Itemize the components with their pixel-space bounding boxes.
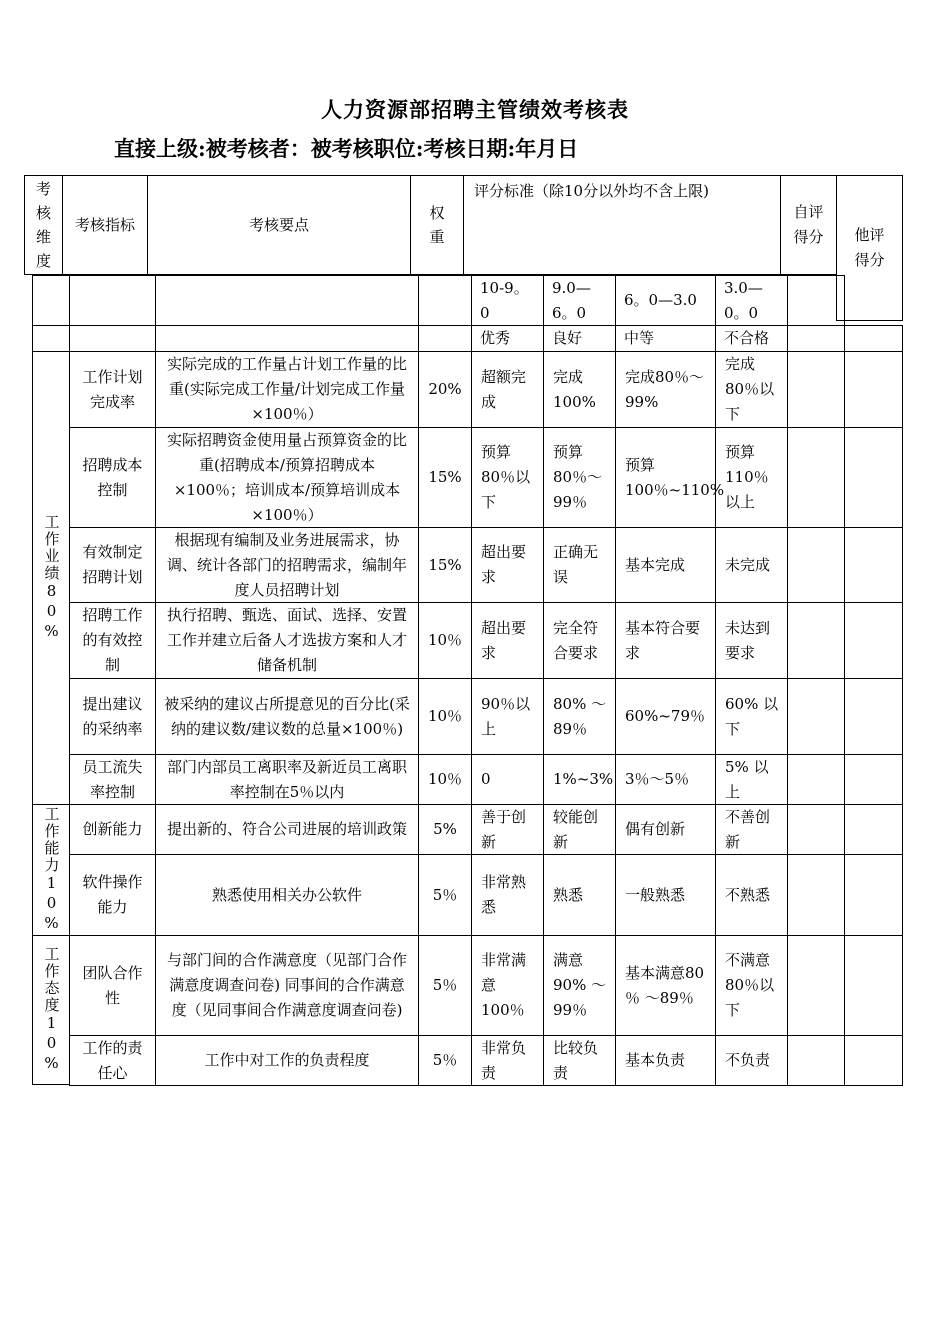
header-weight-label: 权重 [429,204,445,246]
criteria-excellent-cell-text: 超额完成 [481,367,527,411]
criteria-medium-cell-text: 基本完成 [625,555,686,574]
self-score-cell [787,804,845,855]
criteria-fail-cell-text: 完成80％以下 [725,355,775,423]
criteria-fail-cell-text: 未完成 [725,555,771,574]
criteria-good-cell [543,527,616,603]
key-points-cell-text: 根据现有编制及业务进展需求，协调、统计各部门的招聘需求，编制年度人员招聘计划 [166,530,407,599]
header-key-points-label: 考核要点 [248,215,309,234]
range-blank-3 [155,275,419,326]
score-range-fail [715,275,788,326]
weight-cell-text: 15% [428,555,462,574]
criteria-good-cell-text: 1%~3% [553,770,614,788]
criteria-fail-cell-text: 未达到要求 [725,618,771,662]
criteria-excellent-cell [471,678,544,755]
other-score-cell [844,854,903,936]
criteria-fail-cell [715,427,788,528]
indicator-cell-text: 工作的责任心 [82,1038,143,1082]
criteria-medium-cell-text: 基本满意80 ％ ～89％ [625,963,705,1007]
criteria-good-cell [543,754,616,805]
criteria-medium-cell-text: 3％～5％ [625,770,690,788]
score-range-good [543,275,616,326]
criteria-medium-cell [615,678,716,755]
indicator-cell-text: 提出建议的采纳率 [82,694,143,738]
other-score-cell [844,427,903,528]
header-other-score [836,175,903,321]
criteria-good-cell-text: 正确无误 [553,543,599,586]
dimension-performance [32,351,70,805]
header-key-points [147,175,411,275]
weight-cell [418,1035,472,1086]
key-points-cell [155,351,419,428]
criteria-medium-cell [615,854,716,936]
indicator-cell [69,935,156,1036]
criteria-medium-cell-text: 基本负责 [625,1051,686,1069]
criteria-excellent-cell-text: 90％以上 [481,694,531,738]
header-criteria [463,175,781,275]
criteria-good-cell-text: 预算80％～99％ [553,443,603,511]
criteria-good-cell-text: 较能创新 [553,807,599,851]
criteria-fail-cell [715,527,788,603]
header-weight [410,175,464,275]
header-self-score [780,175,837,275]
other-score-cell [844,804,903,855]
weight-cell-text: 20% [428,380,462,398]
indicator-cell-text: 工作计划完成率 [82,367,143,411]
criteria-good-cell-text: 熟悉 [553,885,584,904]
key-points-cell-text: 部门内部员工离职率及新近员工离职率控制在5％以内 [166,757,407,801]
other-score-cell [844,754,903,805]
weight-cell-text: 5% [433,820,457,838]
score-range-medium [615,275,716,326]
grade-medium-label: 中等 [624,329,655,347]
criteria-excellent-cell-text: 超出要求 [481,543,527,586]
grade-excellent-label: 优秀 [480,329,511,347]
criteria-medium-cell [615,602,716,679]
criteria-good-cell-text: 满意90% ～99％ [553,951,607,1019]
weight-cell [418,527,472,603]
criteria-medium-cell-text: 预算100％~110% [625,455,725,499]
grade-self-blank [787,325,845,352]
score-range-good-label: 9.0—6。0 [552,278,591,322]
weight-cell [418,754,472,805]
weight-cell [418,427,472,528]
range-blank-2 [69,275,156,326]
document-title: 人力资源部招聘主管绩效考核表 [321,97,629,122]
criteria-fail-cell [715,351,788,428]
criteria-excellent-cell-text: 超出要求 [481,618,527,662]
other-score-cell [844,527,903,603]
criteria-excellent-cell-text: 善于创新 [481,807,527,851]
weight-cell-text: 10％ [427,770,463,788]
criteria-good-cell-text: 比较负责 [553,1038,599,1082]
criteria-excellent-cell-text: 非常负责 [481,1038,527,1082]
criteria-fail-cell-text: 60% 以下 [725,694,779,738]
criteria-medium-cell-text: 60%~79％ [625,707,705,725]
weight-cell-text: 10％ [427,631,463,649]
self-score-cell [787,527,845,603]
criteria-good-cell [543,351,616,428]
key-points-cell [155,678,419,755]
indicator-cell [69,427,156,528]
range-self-blank [787,275,845,326]
key-points-cell-text: 提出新的、符合公司进展的培训政策 [166,820,407,838]
key-points-cell-text: 执行招聘、甄选、面试、选择、安置工作并建立后备人才选拔方案和人才储备机制 [166,606,407,674]
indicator-cell-text: 创新能力 [82,820,143,838]
criteria-good-cell [543,427,616,528]
criteria-medium-cell [615,935,716,1036]
indicator-cell [69,351,156,428]
grade-fail [715,325,788,352]
indicator-cell-text: 软件操作能力 [82,873,143,916]
criteria-fail-cell-text: 不熟悉 [725,885,771,904]
indicator-cell [69,602,156,679]
self-score-cell [787,1035,845,1086]
criteria-excellent-cell-text: 预算80％以下 [481,443,531,511]
criteria-excellent-cell [471,351,544,428]
indicator-cell [69,678,156,755]
criteria-medium-cell [615,804,716,855]
dimension-ability-label: 工作能力10% [42,806,61,934]
indicator-cell-text: 有效制定招聘计划 [82,543,143,586]
score-range-excellent-label: 10-9。0 [480,278,529,322]
weight-cell [418,678,472,755]
weight-cell [418,351,472,428]
weight-cell-text: 5％ [432,1051,458,1069]
criteria-medium-cell-text: 基本符合要求 [625,618,701,662]
key-points-cell [155,602,419,679]
criteria-fail-cell [715,854,788,936]
score-range-medium-label: 6。0—3.0 [624,291,697,309]
score-range-excellent [471,275,544,326]
criteria-fail-cell [715,678,788,755]
criteria-fail-cell-text: 预算110％以上 [725,443,769,511]
other-score-cell [844,602,903,679]
grade-blank-1 [32,325,70,352]
criteria-excellent-cell-text: 非常熟悉 [481,873,527,916]
criteria-fail-cell [715,935,788,1036]
score-range-fail-label: 3.0—0。0 [724,278,763,322]
dimension-attitude [32,935,70,1085]
criteria-excellent-cell [471,935,544,1036]
criteria-medium-cell-text: 完成80％～99% [625,367,705,411]
document-subtitle: 直接上级:被考核者：被考核职位:考核日期:年月日 [114,136,579,161]
header-self-score-label: 自评得分 [793,203,824,246]
criteria-excellent-cell [471,602,544,679]
indicator-cell-text: 团队合作性 [82,963,143,1007]
criteria-good-cell [543,1035,616,1086]
key-points-cell [155,804,419,855]
range-blank-4 [418,275,472,326]
criteria-fail-cell [715,1035,788,1086]
criteria-medium-cell-text: 偶有创新 [625,820,686,838]
header-dimension-label: 考核维度 [35,180,51,270]
criteria-good-cell-text: 完成100% [553,367,596,411]
criteria-good-cell-text: 完全符合要求 [553,618,599,662]
header-criteria-label: 评分标准（除10分以外均不含上限) [474,182,709,200]
criteria-excellent-cell [471,754,544,805]
criteria-good-cell [543,678,616,755]
grade-good-label: 良好 [552,329,583,347]
self-score-cell [787,754,845,805]
range-blank-1 [32,275,70,326]
header-dimension [24,175,63,275]
weight-cell [418,804,472,855]
self-score-cell [787,854,845,936]
indicator-cell [69,804,156,855]
criteria-medium-cell [615,427,725,528]
weight-cell-text: 5％ [432,976,458,994]
weight-cell-text: 15% [428,468,462,486]
criteria-excellent-cell [471,854,544,936]
weight-cell [418,935,472,1036]
criteria-medium-cell [615,1035,716,1086]
key-points-cell-text: 被采纳的建议占所提意见的百分比(采纳的建议数/建议数的总量×100％) [164,694,410,738]
criteria-good-cell [543,935,616,1036]
grade-fail-label: 不合格 [724,329,770,347]
criteria-good-cell [543,854,616,936]
other-score-cell [844,351,903,428]
criteria-good-cell [543,602,616,679]
criteria-good-cell-text: 80% ～89％ [553,694,607,738]
indicator-cell [69,754,156,805]
other-score-cell [844,935,903,1036]
key-points-cell-text: 实际完成的工作量占计划工作量的比重(实际完成工作量/计划完成工作量×100％） [166,355,407,423]
header-indicator [62,175,148,275]
grade-other-blank [844,325,903,352]
criteria-fail-cell [715,804,788,855]
weight-cell [418,602,472,679]
grade-blank-3 [155,325,419,352]
criteria-fail-cell [715,754,788,805]
key-points-cell [155,1035,419,1086]
criteria-fail-cell-text: 不满意80％以下 [725,951,775,1019]
dimension-performance-label: 工作业绩80% [42,514,61,642]
criteria-excellent-cell [471,804,544,855]
indicator-cell-text: 员工流失率控制 [82,757,143,801]
key-points-cell [155,754,419,805]
criteria-fail-cell-text: 不善创新 [725,807,771,851]
grade-blank-2 [69,325,156,352]
criteria-fail-cell [715,602,788,679]
key-points-cell [155,427,419,528]
indicator-cell [69,1035,156,1086]
weight-cell-text: 10％ [427,707,463,725]
grade-excellent [471,325,544,352]
indicator-cell-text: 招聘成本控制 [82,455,143,499]
criteria-excellent-cell [471,1035,544,1086]
self-score-cell [787,427,845,528]
indicator-cell-text: 招聘工作的有效控制 [82,606,143,674]
self-score-cell [787,678,845,755]
criteria-excellent-cell-text: 0 [481,770,491,788]
weight-cell-text: 5％ [432,885,458,904]
other-score-cell [844,1035,903,1086]
header-other-score-label: 他评得分 [854,226,885,269]
criteria-medium-cell [615,754,716,805]
indicator-cell [69,527,156,603]
key-points-cell-text: 熟悉使用相关办公软件 [211,885,362,904]
key-points-cell-text: 与部门间的合作满意度（见部门合作满意度调查问卷) 同事间的合作满意度（见同事间合作满意度调查问卷) [166,951,407,1019]
dimension-attitude-label: 工作态度10% [42,946,61,1074]
criteria-fail-cell-text: 5% 以上 [725,757,769,801]
dimension-ability [32,804,70,936]
self-score-cell [787,935,845,1036]
criteria-medium-cell [615,527,716,603]
key-points-cell [155,854,419,936]
weight-cell [418,854,472,936]
key-points-cell [155,935,419,1036]
criteria-excellent-cell-text: 非常满意100％ [481,951,527,1019]
criteria-good-cell [543,804,616,855]
key-points-cell [155,527,419,603]
grade-medium [615,325,716,352]
grade-blank-4 [418,325,472,352]
self-score-cell [787,602,845,679]
criteria-excellent-cell [471,427,544,528]
criteria-medium-cell [615,351,716,428]
indicator-cell [69,854,156,936]
key-points-cell-text: 工作中对工作的负责程度 [204,1051,370,1069]
criteria-excellent-cell [471,527,544,603]
criteria-fail-cell-text: 不负责 [725,1051,771,1069]
criteria-medium-cell-text: 一般熟悉 [625,885,686,904]
header-indicator-label: 考核指标 [74,215,135,234]
other-score-cell [844,678,903,755]
key-points-cell-text: 实际招聘资金使用量占预算资金的比重(招聘成本/预算招聘成本×100％；培训成本/预算培训成本×100％） [166,430,407,524]
grade-good [543,325,616,352]
self-score-cell [787,351,845,428]
